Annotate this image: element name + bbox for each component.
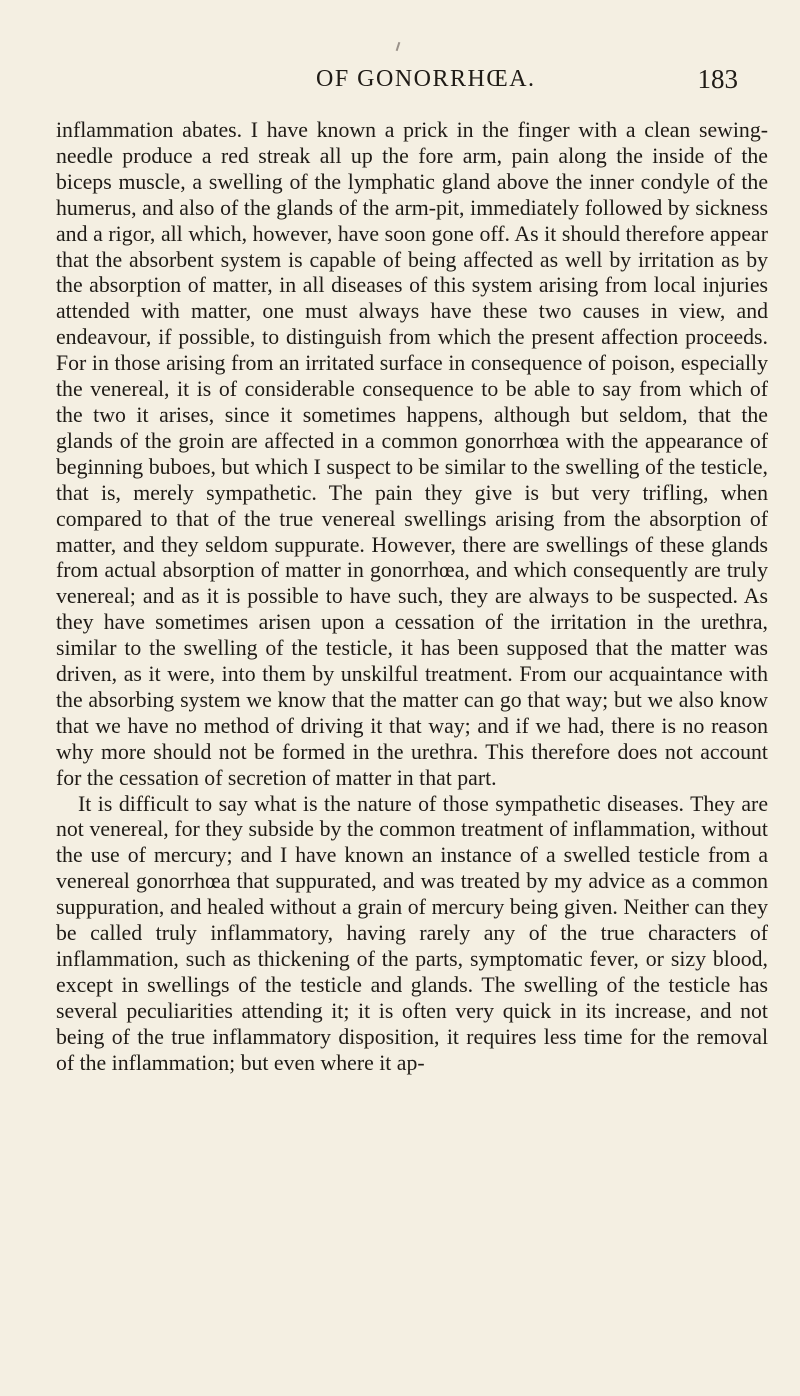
paragraph-1: inflammation abates. I have known a prick in the finger with a clean sewing-needle produce a red streak all up the fore arm, pain along the inside of the biceps muscle, a swelling of the lymphatic gland above the inner condyle of the humerus, and also of the glands of the arm-pit, immediately followed by sickness and a rigor, all which, however, have soon gone off. As it should therefore appear that the absorbent system is capable of being affected as well by irritation as by the absorption of matter, in all diseases of this system arising from local injuries attended with matter, one must always have these two causes in view, and endeavour, if possible, to distinguish from which the present affection proceeds. For in those arising from an irritated surface in consequence of poison, especially the venereal, it is of considerable consequence to be able to say from which of the two it arises, since it sometimes happens, although but seldom, that the glands of the groin are affected in a common gonorrhœa with the appearance of beginning buboes, but which I suspect to be similar to the swelling of the testicle, that is, merely sympathetic. The pain they give is but very trifling, when compared to that of the true venereal swellings arising from the absorption of matter, and they seldom suppurate. However, there are swellings of these glands from actual absorption of matter in gonorrhœa, and which consequently are truly venereal; and as it is possible to have such, they are always to be suspected. As they have sometimes arisen upon a cessation of the irritation in the urethra, similar to the swelling of the testicle, it has been supposed that the matter was driven, as it were, into them by unskilful treatment. From our acquaintance with the absorbing system we know that the matter can go that way; but we also know that we have no method of driving it that way; and if we had, there is no reason why more should not be formed in the urethra. This therefore does not account for the cessation of secretion of matter in that part.	[56, 118, 768, 790]
running-head	[0, 66, 800, 106]
page-number: 183	[697, 64, 738, 94]
paragraph-2: It is difficult to say what is the nature of those sympathetic diseases. They are not venereal, for they subside by the common treatment of inflammation, without the use of mercury; and I have known an instance of a swelled testicle from a venereal gonorrhœa that suppurated, and was treated by my advice as a common suppuration, and healed without a grain of mercury being given. Neither can they be called truly inflammatory, having rarely any of the true characters of inflammation, such as thickening of the parts, symptomatic fever, or sizy blood, except in swellings of the testicle and glands. The swelling of the testicle has several peculiarities attending it; it is often very quick in its increase, and not being of the true inflammatory disposition, it requires less time for the removal of the inflammation; but even where it ap-	[56, 791, 768, 1075]
running-title: OF GONORRHŒA.	[316, 66, 536, 92]
body-text	[56, 118, 768, 1077]
print-speck	[396, 42, 401, 51]
